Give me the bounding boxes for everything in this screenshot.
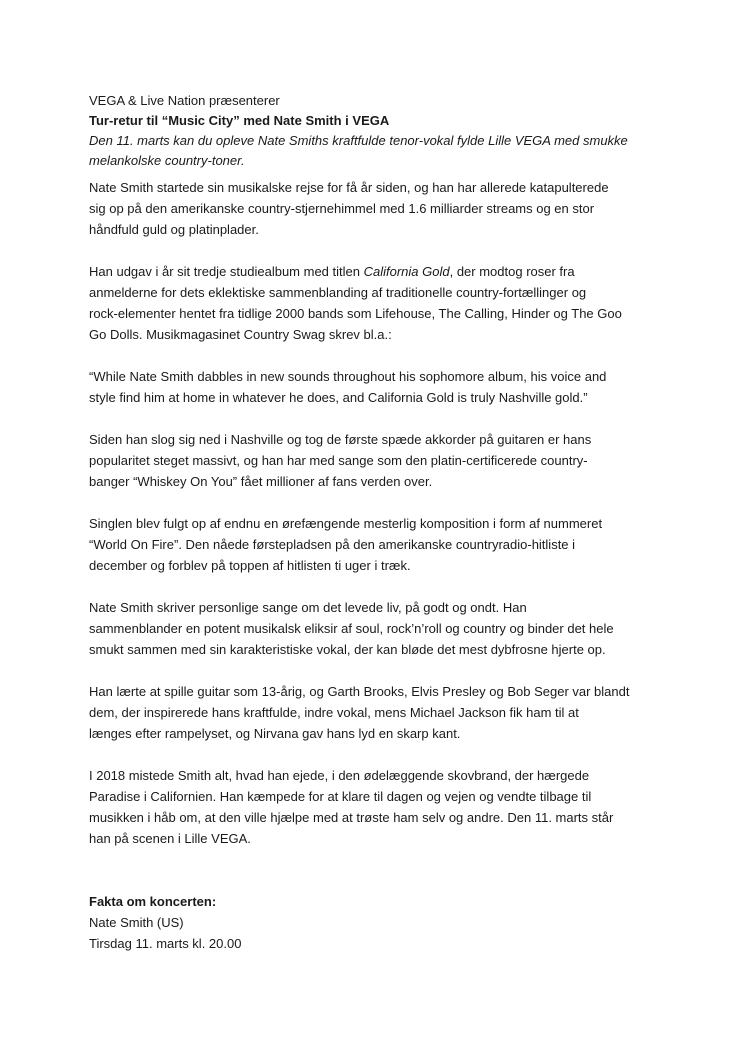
press-release [89, 91, 669, 954]
paragraph-quote [89, 366, 669, 408]
text-line: Nate Smith startede sin musikalske rejse for få år siden, og han har allerede katapulterede [89, 180, 609, 195]
text-line: dem, der inspirerede hans kraftfulde, indre vokal, mens Michael Jackson fik ham til at [89, 705, 579, 720]
paragraph-songs [89, 597, 669, 660]
paragraph-album [89, 261, 669, 345]
text-line: anmelderne for dets eklektiske sammenblanding af traditionelle country-fortællinger og [89, 285, 587, 300]
text-line: sig op på den amerikanske country-stjernehimmel med 1.6 milliarder streams og en stor [89, 201, 595, 216]
facts-block [89, 891, 669, 954]
text-line: sammenblander en potent musikalsk eliksir af soul, rock’n’roll og country og binder det hele [89, 621, 614, 636]
facts-date: Tirsdag 11. marts kl. 20.00 [89, 936, 242, 951]
text-line: længes efter rampelyset, og Nirvana gav hans lyd en skarp kant. [89, 726, 461, 741]
quote-line: “While Nate Smith dabbles in new sounds throughout his sophomore album, his voice and [89, 369, 607, 384]
text-line: december og forblev på toppen af hitlisten ti uger i træk. [89, 558, 411, 573]
presenter-line: VEGA & Live Nation præsenterer [89, 93, 280, 108]
text-line: Singlen blev fulgt op af endnu en ørefængende mesterlig komposition i form af nummeret [89, 516, 603, 531]
facts-artist: Nate Smith (US) [89, 915, 184, 930]
text-line: Nate Smith skriver personlige sange om det levede liv, på godt og ondt. Han [89, 600, 527, 615]
text-line: håndfuld guld og platinplader. [89, 222, 259, 237]
text-line: rock-elementer hentet fra tidlige 2000 bands som Lifehouse, The Calling, Hinder og The Goo [89, 306, 622, 321]
paragraph-intro [89, 177, 669, 240]
text-line: I 2018 mistede Smith alt, hvad han ejede, i den ødelæggende skovbrand, der hærgede [89, 768, 590, 783]
paragraph-wildfire [89, 765, 669, 849]
text-span: Han udgav i år sit tredje studiealbum med titlen [89, 264, 364, 279]
paragraph-influences [89, 681, 669, 744]
text-line: Siden han slog sig ned i Nashville og tog de første spæde akkorder på guitaren er hans [89, 432, 592, 447]
lead-line-2: melankolske country-toner. [89, 153, 245, 168]
lead-line-1: Den 11. marts kan du opleve Nate Smiths kraftfulde tenor-vokal fylde Lille VEGA med smukke [89, 133, 628, 148]
headline: Tur-retur til “Music City” med Nate Smith i VEGA [89, 113, 390, 128]
text-line: Han lærte at spille guitar som 13-årig, og Garth Brooks, Elvis Presley og Bob Seger var blandt [89, 684, 630, 699]
album-title: California Gold [363, 264, 450, 279]
paragraph-nashville [89, 429, 669, 492]
text-line: han på scenen i Lille VEGA. [89, 831, 251, 846]
text-line: “World On Fire”. Den nåede førstepladsen på den amerikanske countryradio-hitliste i [89, 537, 576, 552]
text-span: , der modtog roser fra [449, 264, 575, 279]
text-line: Go Dolls. Musikmagasinet Country Swag skrev bl.a.: [89, 327, 392, 342]
text-line: popularitet steget massivt, og han har med sange som den platin-certificerede country- [89, 453, 588, 468]
paragraph-single [89, 513, 669, 576]
text-line: smukt sammen med sin karakteristiske vokal, der kan bløde det mest dybfrosne hjerte op. [89, 642, 606, 657]
text-line [89, 261, 669, 282]
header-block [89, 91, 669, 171]
text-line: Paradise i Californien. Han kæmpede for at klare til dagen og vejen og vendte tilbage til [89, 789, 592, 804]
text-line: musikken i håb om, at den ville hjælpe med at trøste ham selv og andre. Den 11. marts står [89, 810, 614, 825]
quote-line: style find him at home in whatever he does, and California Gold is truly Nashville gold.” [89, 390, 588, 405]
facts-title: Fakta om koncerten: [89, 894, 217, 909]
text-line: banger “Whiskey On You” fået millioner af fans verden over. [89, 474, 433, 489]
